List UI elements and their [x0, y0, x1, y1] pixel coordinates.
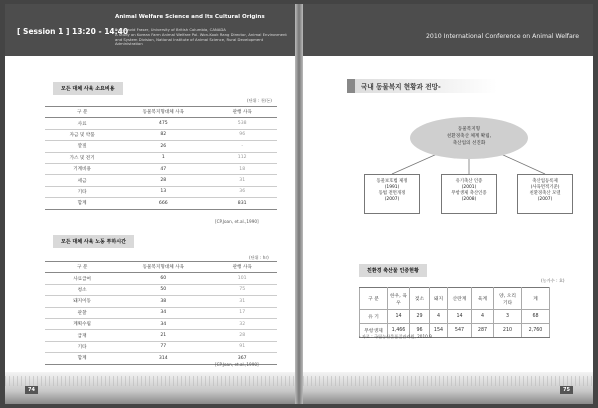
table-cell: 세금	[45, 175, 119, 186]
table-cell: 38	[119, 296, 207, 307]
table-cell: -	[207, 141, 277, 152]
table-row	[45, 186, 277, 197]
table2-source: [CP.Joan, et.al.,1990]	[215, 362, 259, 367]
diagram-box-line: (2007)	[537, 197, 553, 202]
section-title: 국내 동물복지 현황과 전망-	[347, 79, 497, 93]
table-row	[45, 341, 277, 352]
table-row	[360, 310, 550, 324]
column-header: 관행 사육	[207, 107, 277, 118]
page-number-right: 75	[560, 386, 573, 394]
diagram-box-line: 축산업등록제	[532, 179, 558, 184]
certification-table	[359, 287, 550, 338]
right-table-title: 친환경 축산물 인증현황	[359, 264, 427, 277]
table-cell: 급재	[45, 330, 119, 341]
table-cell: 1,466	[388, 324, 410, 338]
table-cell: 21	[119, 330, 207, 341]
table-cell: 합계	[45, 198, 119, 209]
table-cell: 538	[207, 118, 277, 129]
table-row	[45, 318, 277, 329]
table-total-row	[45, 198, 277, 209]
column-header: 젖소	[410, 288, 430, 310]
left-header	[5, 4, 295, 56]
table-cell: 36	[207, 186, 277, 197]
table-row	[45, 284, 277, 295]
diagram-box-line: 무항생제 축산인증	[451, 191, 487, 196]
table-cell: 자금 및 약품	[45, 129, 119, 140]
column-header: 육계	[472, 288, 494, 310]
table-cell: 합계	[45, 353, 119, 364]
table-cell: 14	[388, 310, 410, 324]
table-row	[45, 129, 277, 140]
author-name: Prof. David Fraser, University of British Columbia, CANADA	[115, 27, 226, 32]
table-cell: 깔짚	[45, 141, 119, 152]
table-cell: 무항생제	[360, 324, 388, 338]
table-row	[45, 152, 277, 163]
author-affiliation: A Study on Korean Farm Animal Welfare Pol. Won-Kook Rang Director, Animal Environment and System Division, National Institute of Animal Science, Rural Development Administration	[115, 31, 287, 47]
column-header: 구 분	[45, 107, 119, 118]
table-cell: 관찰	[45, 307, 119, 318]
table-cell: 계획수립	[45, 318, 119, 329]
table-cell: 75	[207, 284, 277, 295]
table2-header-row	[45, 262, 277, 273]
diagram-box-line: (2001)	[461, 185, 477, 190]
diagram-box-line: 유기축산 인증	[455, 179, 483, 184]
diagram-box-line: 친환경축산 모델	[529, 191, 561, 196]
right-table-unit: (농가수 : 호)	[541, 278, 565, 283]
column-header: 돼지	[430, 288, 448, 310]
table-cell: 68	[522, 310, 550, 324]
policy-diagram	[347, 112, 577, 227]
table-cell: 사료급여	[45, 273, 119, 284]
diagram-center-line: 동물복지형	[457, 127, 481, 132]
table-cell: 18	[207, 163, 277, 174]
diagram-box-livestock-registration	[517, 174, 573, 214]
diagram-center-line: 축산업의 선진화	[452, 141, 486, 146]
table-cell: 기타	[45, 186, 119, 197]
table2-body	[45, 273, 277, 364]
table-cell: 1	[119, 152, 207, 163]
table2-unit: (단위 : hr)	[249, 255, 269, 260]
column-header: 계	[522, 288, 550, 310]
diagram-box-line: 동물보호법 제정	[376, 179, 408, 184]
book-gutter	[295, 4, 303, 404]
table-cell: 47	[119, 163, 207, 174]
table-row	[45, 118, 277, 129]
table-cell: 14	[448, 310, 472, 324]
footer-grass	[5, 372, 295, 404]
table-cell: 210	[494, 324, 522, 338]
table1-title: 모든 대체 사육 소요비용	[53, 82, 123, 95]
table-cell: 가스 및 전기	[45, 152, 119, 163]
table-row	[45, 296, 277, 307]
table-cell: 31	[207, 296, 277, 307]
footer-grass	[303, 372, 593, 404]
column-header: 구 분	[360, 288, 388, 310]
table-cell: 50	[119, 284, 207, 295]
table-cell: 547	[448, 324, 472, 338]
table-cell: 60	[119, 273, 207, 284]
diagram-box-line: 동법 전면개정	[378, 191, 406, 196]
table-cell: 82	[119, 129, 207, 140]
certification-table-body	[360, 288, 550, 338]
table-cell: 101	[207, 273, 277, 284]
session-label: [ Session 1 ] 13:20 - 14:40	[17, 27, 129, 36]
table-cell: 13	[119, 186, 207, 197]
table2-title: 모든 대체 사육 노동 투하시간	[53, 235, 134, 248]
page-number-left: 74	[25, 386, 38, 394]
diagram-center-ellipse	[410, 117, 528, 159]
diagram-box-line: (2008)	[461, 197, 477, 202]
table-cell: 26	[119, 141, 207, 152]
table-cell: 돼지이동	[45, 296, 119, 307]
talk-author	[115, 28, 290, 47]
table-cell: 4	[472, 310, 494, 324]
table-cell: 831	[207, 198, 277, 209]
table1-header-row	[45, 107, 277, 118]
table-cell: 666	[119, 198, 207, 209]
talk-title: Animal Welfare Science and Its Cultural Origins	[115, 14, 265, 20]
diagram-box-line: (2007)	[384, 197, 400, 202]
table-cell: 32	[207, 318, 277, 329]
table-cell: 112	[207, 152, 277, 163]
table-cell: 314	[119, 353, 207, 364]
conference-title: 2010 International Conference on Animal Welfare	[425, 33, 579, 40]
table-cell: 29	[410, 310, 430, 324]
table-row	[45, 273, 277, 284]
column-header: 동물복지형대체 사육	[119, 262, 207, 273]
table-row	[45, 163, 277, 174]
table-cell: 3	[494, 310, 522, 324]
column-header: 한우, 육우	[388, 288, 410, 310]
table-header-row	[360, 288, 550, 310]
table-cell: 367	[207, 353, 277, 364]
left-page	[5, 4, 295, 404]
table1	[45, 106, 277, 210]
table-row	[45, 307, 277, 318]
diagram-box-line: (1991)	[384, 185, 400, 190]
right-table-source: - 자료 : 국립농산물품질관리원, 2010.9	[359, 334, 432, 339]
diagram-box-line: (사육면적기준)	[530, 185, 560, 190]
table-cell: 96	[410, 324, 430, 338]
table-cell: 4	[430, 310, 448, 324]
diagram-center-line: 친환경축산 체계 확립,	[446, 134, 492, 139]
table-cell: 17	[207, 307, 277, 318]
table-cell: 기계비용	[45, 163, 119, 174]
table-cell: 유 기	[360, 310, 388, 324]
table-cell: 77	[119, 341, 207, 352]
column-header: 관행 사육	[207, 262, 277, 273]
table1-source: [CP.Joan, et.al.,1990]	[215, 219, 259, 224]
column-header: 산란계	[448, 288, 472, 310]
table-cell: 475	[119, 118, 207, 129]
table-cell: 28	[207, 330, 277, 341]
table-row	[45, 175, 277, 186]
table-cell: 기타	[45, 341, 119, 352]
table-cell: 91	[207, 341, 277, 352]
diagram-box-organic-certification	[441, 174, 497, 214]
table-cell: 96	[207, 129, 277, 140]
right-header	[303, 4, 593, 56]
table-cell: 287	[472, 324, 494, 338]
diagram-box-animal-protection-law	[364, 174, 420, 214]
table-row	[45, 141, 277, 152]
table-cell: 사료	[45, 118, 119, 129]
table1-body	[45, 118, 277, 209]
table-cell: 31	[207, 175, 277, 186]
table-cell: 2,760	[522, 324, 550, 338]
right-page	[303, 4, 593, 404]
table2	[45, 261, 277, 365]
table-cell: 34	[119, 307, 207, 318]
table-cell: 34	[119, 318, 207, 329]
table-cell: 154	[430, 324, 448, 338]
table1-unit: (단위 : 천/돈)	[247, 98, 272, 103]
table-cell: 청소	[45, 284, 119, 295]
column-header: 동물복지형대체 사육	[119, 107, 207, 118]
column-header: 구 분	[45, 262, 119, 273]
table-cell: 28	[119, 175, 207, 186]
table-row	[45, 330, 277, 341]
column-header: 양, 오리 기타	[494, 288, 522, 310]
